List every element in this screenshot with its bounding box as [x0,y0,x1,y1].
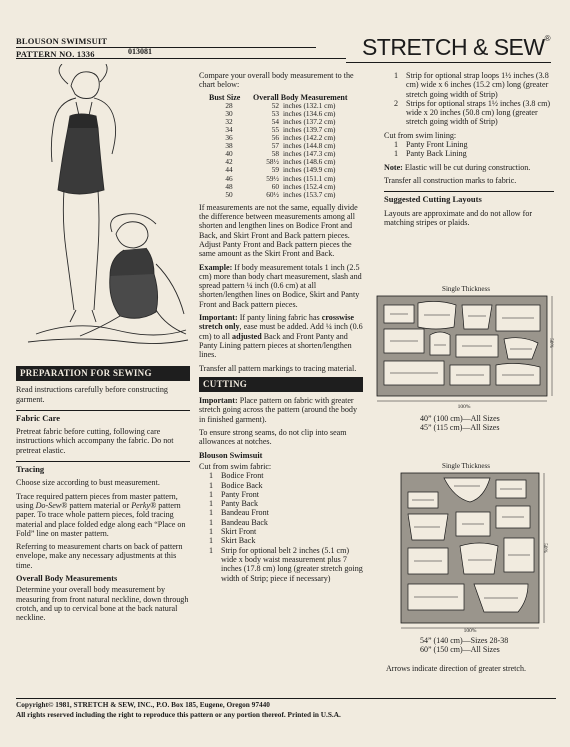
item-text: Panty Front Lining [406,140,468,150]
overall-body-measurements-text: Determine your overall body measurement by measuring from front natural neckline, down through crotch, and up to cervical bone at the back natural neckline. [16,585,189,623]
item-quantity: 2 [394,98,399,108]
cut-item [199,527,363,536]
blouson-swimsuit-heading: Blouson Swimsuit [199,450,263,460]
cut-item [199,490,363,499]
example-label: Example: [199,262,233,272]
bust-size-cell: 30 [225,108,233,118]
registered-mark: ® [544,34,550,43]
tracing-paragraph-1: Choose size according to bust measurement. [16,478,160,488]
lining-cut-list [384,140,554,159]
item-text: Strip for optional strap loops 1½ inches (3.8 cm) wide x 6 inches (15.2 cm) long (greater stretch going width of Strip) [406,71,549,99]
reclining-swimsuit-bottom [110,274,158,318]
measurement-inches-cell: 58 [271,149,279,159]
important-text-e: Back and Front Panty and Panty Lining pattern pieces at shorten/lengthen lines. [199,331,352,360]
layout-2-length-label: 50% [542,542,548,554]
item-text: Strips for optional straps 1½ inches (3.8 cm) wide x 20 inches (50.8 cm) long (greater stretch going width of Strip) [406,98,551,127]
strip-cut-list [384,71,554,127]
measurement-unit-cell: inches (151.1 cm) [283,173,336,183]
bust-size-header: Bust Size [209,92,241,102]
measurement-inches-cell: 52 [271,100,279,110]
item-quantity: 1 [209,536,214,546]
measurement-inches-cell: 59½ [266,173,279,183]
blouson-body [58,128,104,194]
item-quantity: 1 [394,140,399,150]
cut-item [199,536,363,545]
measurement-unit-cell: inches (152.4 cm) [283,181,336,191]
item-quantity: 1 [209,527,214,537]
measurement-inches-cell: 54 [271,116,279,126]
measurement-inches-cell: 59 [271,165,279,175]
bust-size-cell: 32 [225,116,233,126]
measurement-unit-cell: inches (134.6 cm) [283,108,336,118]
measurement-unit-cell: inches (139.7 cm) [283,124,336,134]
cutting-layout-diagram-2 [400,472,550,632]
pattern-title: BLOUSON SWIMSUIT [16,36,108,46]
piece-bandeau-back [504,338,538,359]
bust-size-cell: 28 [225,100,233,110]
cut-from-swim-lining: Cut from swim lining: [384,130,457,140]
important-label: Important: [199,313,238,323]
sand-line [36,326,186,335]
bust-size-cell: 46 [225,173,233,183]
item-quantity: 1 [209,545,214,555]
reclining-figure-hair [111,214,156,232]
fabric-care-heading: Fabric Care [16,410,190,423]
cutting-layout-diagram-1 [376,295,560,407]
item-text: Panty Back Lining [406,149,467,159]
item-text: Bodice Back [221,480,263,490]
lining-item [384,149,554,158]
cut-item [199,481,363,490]
piece-panty-front [462,305,492,329]
layout-2-size-1: 54” (140 cm)—Sizes 28-38 [420,636,509,645]
arrows-note: Arrows indicate direction of greater stretch. [386,664,526,673]
copyright-footer [16,698,556,720]
measurement-inches-cell: 60½ [266,189,279,199]
piece-panty-back [430,332,450,355]
layout-1-width-label: 100% [457,404,471,410]
measurement-inches-cell: 60 [271,181,279,191]
swim-fabric-cut-list [199,471,363,583]
measurement-inches-cell: 58½ [266,157,279,167]
measurement-unit-cell: inches (132.1 cm) [283,100,336,110]
item-quantity: 1 [209,499,214,509]
tracing-paragraph-3: Referring to measurement charts on back of pattern envelope, make any necessary adjustments at this time. [16,542,183,570]
note-paragraph [384,163,554,172]
bust-size-cell: 50 [225,189,233,199]
item-text: Skirt Front [221,527,257,537]
layouts-text: Layouts are approximate and do not allow for matching stripes or plaids. [384,208,533,227]
cut-item [199,508,363,517]
important-text-a: If panty lining fabric has [237,313,322,323]
measurement-unit-cell: inches (153.7 cm) [283,189,336,199]
item-quantity: 1 [209,480,214,490]
example-text: If body measurement totals 1 inch (2.5 cm) more than body chart measurement, slash and spread pattern ¼ inch (0.6 cm) at all shorten/lengthen lines on Bodice, Skirt and Panty Front and Back pattern pieces. [199,262,362,309]
important-text-d: adjusted [232,331,262,341]
piece-lining-back [496,363,540,385]
measurement-unit-cell: inches (148.6 cm) [283,157,336,167]
pattern-number: PATTERN NO. 1336 [16,49,95,59]
layout-1-caption: Single Thickness [442,285,490,293]
swimsuit-illustration [16,64,192,350]
measurement-table-body [209,102,352,199]
column-cutting-layouts [384,71,554,231]
item-quantity: 1 [394,71,399,80]
compare-text: Compare your overall body measurement to the chart below: [199,71,354,90]
transfer-markings-text: Transfer all pattern markings to tracing material. [199,363,357,373]
column-preparation [16,366,190,627]
header-rule [16,58,346,59]
bust-size-cell: 42 [225,157,233,167]
note-label: Note: [384,162,403,172]
standing-figure-head [71,72,99,99]
layout-2-size-2: 60” (150 cm)—All Sizes [420,645,500,655]
not-same-text: If measurements are not the same, equally divide the difference between measurements among all shorten and lengthen lines on Bodice Front and Back, and Skirt Front and Back pattern pieces. Adjust Panty Front and Back pattern pieces the same amount as the Skirt Front and Back. [199,202,358,259]
measurement-inches-cell: 56 [271,133,279,143]
tracing-text-e: ® pattern paper. To trace whole pattern pieces, fold tracing material and place folded edge along each “Place on Fold” line on master pattern. [16,500,186,538]
cutting-heading: CUTTING [199,377,363,392]
cutting-important-paragraph [199,396,363,424]
brand-rule [346,62,551,63]
brand-logo [362,34,550,61]
do-sew-brand: Do-Sew [35,500,62,510]
layout-1-length-label: 50% [548,337,554,349]
overall-body-measurements-heading: Overall Body Measurements [16,574,118,584]
measurement-inches-cell: 55 [271,124,279,134]
brand-name: STRETCH & SEW [361,34,545,60]
item-quantity: 1 [209,517,214,527]
bust-size-cell: 36 [225,133,233,143]
measurement-unit-cell: inches (147.3 cm) [283,149,336,159]
fabric-care-text: Pretreat fabric before cutting, following care instructions which accompany the fabric. Do not pretreat elastic. [16,427,174,455]
tracing-heading: Tracing [16,461,190,474]
measurement-unit-cell: inches (137.2 cm) [283,116,336,126]
item-text: Bandeau Front [221,508,269,518]
item-text: Skirt Back [221,536,256,546]
item-text: Bandeau Back [221,517,268,527]
cutting-important-text: Place pattern on fabric with greater stretch going across the pattern (around the body in finished garment). [199,396,358,424]
sand-line-2 [28,339,188,344]
column-measurements-cutting [199,71,363,587]
ensure-seams-text: To ensure strong seams, do not clip into seam allowances at notches. [199,428,347,447]
cut-item [199,518,363,527]
reclining-figure-head [116,222,148,248]
item-quantity: 1 [209,471,214,481]
perky-brand: Perky [131,500,151,510]
bust-size-cell: 48 [225,181,233,191]
layout-2-width-label: 100% [463,628,477,634]
item-text: Bodice Front [221,471,264,481]
cut-item [199,471,363,480]
cutting-important-label: Important: [199,396,238,406]
bandeau-top [68,114,98,130]
measurement-table [209,94,352,199]
preparation-intro: Read instructions carefully before constructing garment. [16,385,168,404]
preparation-heading: PREPARATION FOR SEWING [16,366,190,381]
tracing-paragraph-2 [16,492,190,538]
copyright-line-1: Copyright© 1981, STRETCH & SEW, INC., P.O. Box 185, Eugene, Oregon 97440 [16,700,270,709]
layout-2-sizes [420,636,508,655]
cut-item [199,546,363,583]
measurement-unit-cell: inches (142.2 cm) [283,133,336,143]
item-quantity: 1 [394,149,399,159]
measurement-unit-cell: inches (149.9 cm) [283,165,336,175]
bust-size-cell: 38 [225,141,233,151]
important-paragraph [199,313,363,359]
strip-item [384,99,554,127]
strip-item [384,71,554,99]
measurement-inches-cell: 53 [271,108,279,118]
item-text: Strip for optional belt 2 inches (5.1 cm) wide x body waist measurement plus 7 inches (17.8 cm) long (greater stretch going width of Strip; piece if necessary) [221,545,363,583]
item-text: Panty Back [221,499,259,509]
cut-item [199,499,363,508]
important-text-c: , ease must be added. Add ¼ inch (0.6 cm) to all [199,322,363,341]
measurement-unit-cell: inches (144.8 cm) [283,141,336,151]
piece-skirt-back-2 [460,543,498,574]
item-text: Panty Front [221,489,259,499]
reclining-swimsuit-top [110,248,154,279]
bust-size-cell: 40 [225,149,233,159]
tracing-text-a: Trace required pattern pieces from master pattern, using [16,491,178,510]
measurement-inches-cell: 57 [271,141,279,151]
layout-1-size-2: 45” (115 cm)—All Sizes [420,423,500,433]
bust-size-cell: 34 [225,124,233,134]
bust-size-cell: 44 [225,165,233,175]
standing-figure-feet [70,310,96,322]
standing-figure-legs [63,190,99,310]
item-quantity: 1 [209,508,214,518]
title-rule [16,47,316,48]
overall-measurement-header: Overall Body Measurement [253,92,348,102]
example-paragraph [199,263,363,309]
important-text-b: crosswise stretch only [199,313,354,332]
layout-2-caption: Single Thickness [442,462,490,470]
standing-figure-hair [59,64,107,84]
suggested-layouts-heading: Suggested Cutting Layouts [384,191,554,204]
layout-1-size-1: 40” (100 cm)—All Sizes [420,414,500,423]
tracing-text-c: ® pattern material or [61,500,132,510]
header-left [16,36,316,59]
layout-1-sizes [420,414,500,433]
cut-from-swim-fabric: Cut from swim fabric: [199,461,272,471]
copyright-line-2: All rights reserved including the right to reproduce this pattern or any portion thereof. Printed in U.S.A. [16,710,341,719]
transfer-construction-text: Transfer all construction marks to fabric. [384,175,517,185]
lining-item [384,140,554,149]
note-text: Elastic will be cut during construction. [402,162,531,172]
item-quantity: 1 [209,489,214,499]
pattern-code: 013081 [128,47,152,56]
measurement-row [209,191,352,199]
